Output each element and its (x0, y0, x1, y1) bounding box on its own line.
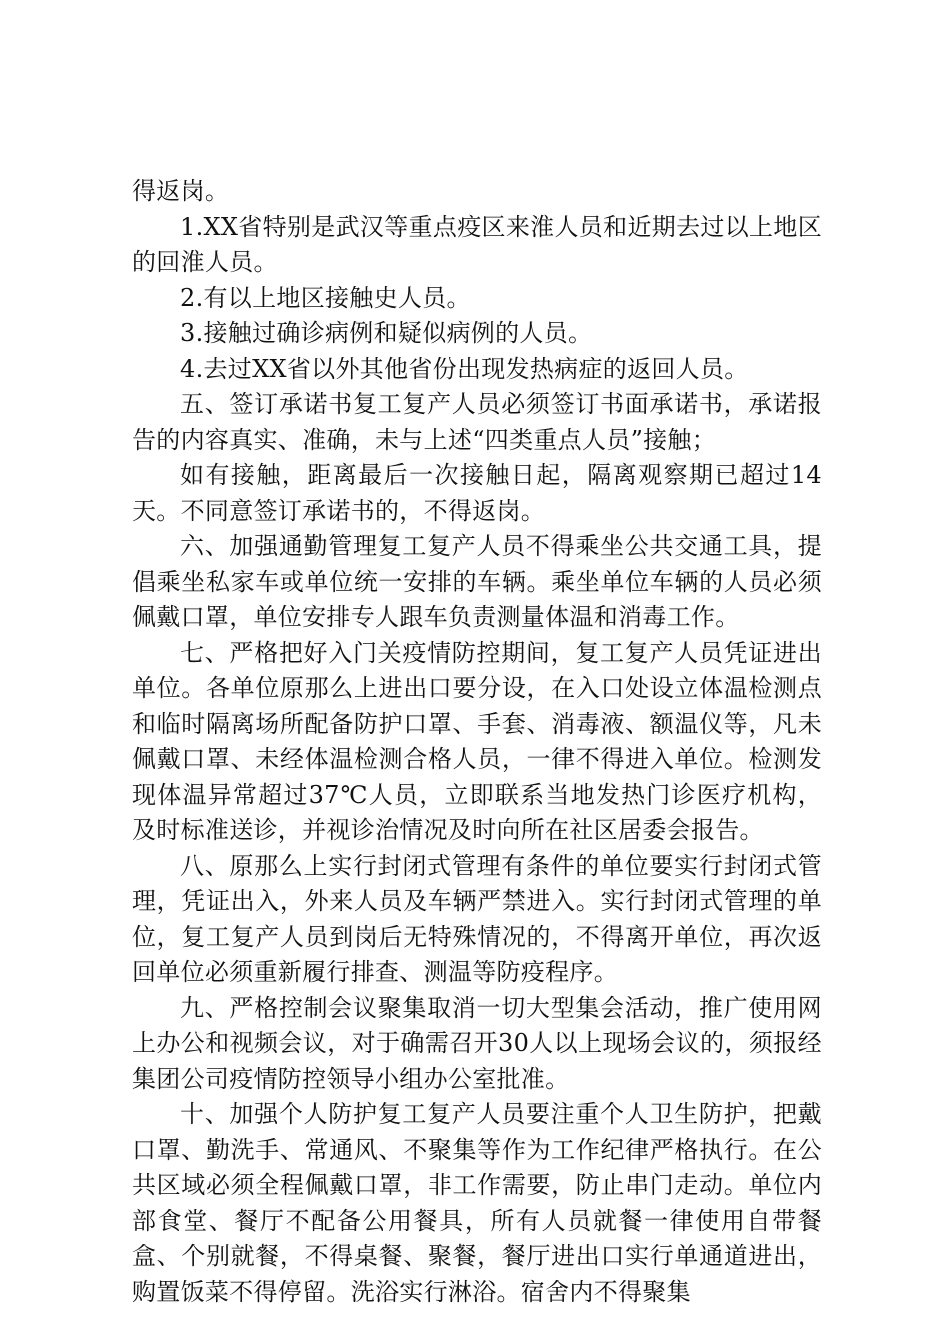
paragraph-section-8: 八、原那么上实行封闭式管理有条件的单位要实行封闭式管理，凭证出入，外来人员及车辆严禁进入。实行封闭式管理的单位，复工复产人员到岗后无特殊情况的，不得离开单位，再次返回单位必须重新履行排查、测温等防疫程序。 (132, 851, 822, 986)
paragraph-section-9: 九、严格控制会议聚集取消一切大型集会活动，推广使用网上办公和视频会议，对于确需召开30人以上现场会议的，须报经集团公司疫情防控领导小组办公室批准。 (132, 993, 822, 1093)
document-body (132, 174, 822, 1310)
paragraph-item-4: 4.去过XX省以外其他省份出现发热病症的返回人员。 (180, 354, 749, 383)
paragraph-section-10: 十、加强个人防护复工复产人员要注重个人卫生防护，把戴口罩、勤洗手、常通风、不聚集等作为工作纪律严格执行。在公共区域必须全程佩戴口罩，非工作需要，防止串门走动。单位内部食堂、餐厅不配备公用餐具，所有人员就餐一律使用自带餐盒、个别就餐，不得桌餐、聚餐，餐厅进出口实行单通道进出，购置饭菜不得停留。洗浴实行淋浴。宿舍内不得聚集 (132, 1100, 822, 1306)
paragraph-continuation: 得返岗。 (132, 177, 230, 205)
paragraph-item-3: 3.接触过确诊病例和疑似病例的人员。 (180, 319, 593, 347)
paragraph-section-7: 七、严格把好入门关疫情防控期间，复工复产人员凭证进出单位。各单位原那么上进出口要分设，在入口处设立体温检测点和临时隔离场所配备防护口罩、手套、消毒液、额温仪等，凡未佩戴口罩、未经体温检测合格人员，一律不得进入单位。检测发现体温异常超过37℃人员，立即联系当地发热门诊医疗机构，及时标准送诊，并视诊治情况及时向所在社区居委会报告。 (132, 638, 822, 844)
paragraph-item-1: 1.XX省特别是武汉等重点疫区来淮人员和近期去过以上地区的回淮人员。 (132, 212, 822, 276)
paragraph-item-2: 2.有以上地区接触史人员。 (180, 283, 471, 312)
paragraph-section-6: 六、加强通勤管理复工复产人员不得乘坐公共交通工具，提倡乘坐私家车或单位统一安排的车辆。乘坐单位车辆的人员必须佩戴口罩，单位安排专人跟车负责测量体温和消毒工作。 (132, 532, 822, 631)
paragraph-section-5-cont: 如有接触，距离最后一次接触日起，隔离观察期已超过14天。不同意签订承诺书的，不得返岗。 (132, 461, 822, 525)
paragraph-section-5: 五、签订承诺书复工复产人员必须签订书面承诺书，承诺报告的内容真实、准确，未与上述“四类重点人员”接触； (132, 390, 822, 454)
